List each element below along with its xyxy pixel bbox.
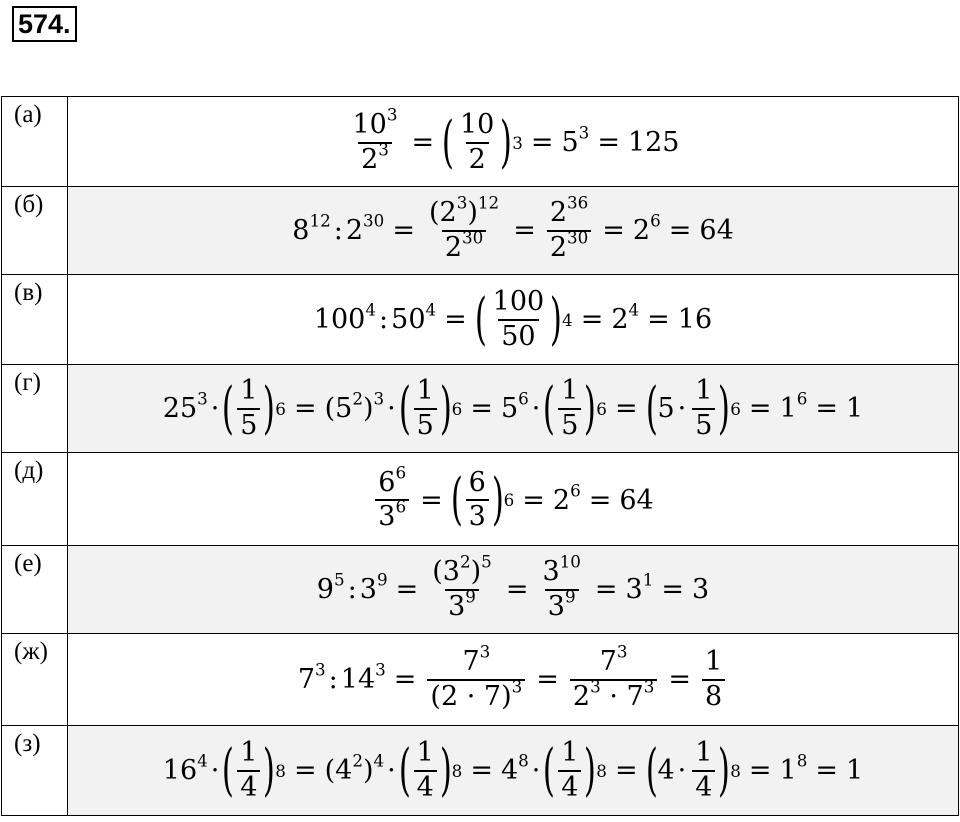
row-d <box>2 365 959 453</box>
equation-b: $8^{12}$ : $2^{30}$ = $\frac{(2^3)^{12}}{2^{30}}$ = $\frac{2^{36}}{2^{30}}$ = $2^6$ = 64 <box>68 187 959 275</box>
row-h <box>2 726 959 816</box>
equation-h: $16^4$ · ( $\frac{1}{4}$ ) 8 = $(4^2)^4$ · ( $\frac{1}{4}$ ) 8 = $4^8$ · ( $\frac{1}{4}$ ) 8 = ( 4 · $\frac{1}{4}$ ) 8 = $1^8$ = 1 <box>68 726 959 816</box>
row-label: (в) <box>2 275 68 365</box>
row-f <box>2 546 959 634</box>
row-label: (е) <box>2 546 68 634</box>
equation-f: $9^5$ : $3^9$ = $\frac{(3^2)^5}{3^9}$ = $\frac{3^{10}}{3^9}$ = $3^1$ = 3 <box>68 546 959 634</box>
row-label: (д) <box>2 453 68 546</box>
equation-e: $\frac{6^6}{3^6}$ = ( $\frac{6}{3}$ ) 6 = $2^6$ = 64 <box>68 453 959 546</box>
equation-c: $100^4$ : $50^4$ = ( $\frac{100}{50}$ ) 4 = $2^4$ = 16 <box>68 275 959 365</box>
equation-d: $25^3$ · ( $\frac{1}{5}$ ) 6 = $(5^2)^3$ · ( $\frac{1}{5}$ ) 6 = $5^6$ · ( $\frac{1}{5}$ ) 6 = ( 5 · $\frac{1}{5}$ ) 6 = $1^6$ = 1 <box>68 365 959 453</box>
row-label: (б) <box>2 187 68 275</box>
row-label: (а) <box>2 97 68 187</box>
equation-a: $\frac{10^3}{2^3}$ = ( $\frac{10}{2}$ ) 3 = $5^3$ = 125 <box>68 97 959 187</box>
row-label: (ж) <box>2 634 68 726</box>
solution-table <box>1 96 959 816</box>
row-c <box>2 275 959 365</box>
row-label: (г) <box>2 365 68 453</box>
row-b <box>2 187 959 275</box>
equation-g: $7^3$ : $14^3$ = $\frac{7^3}{(2 \cdot 7)^3}$ = $\frac{7^3}{2^3 \cdot 7^3}$ = $\frac{1}{8}$ <box>68 634 959 726</box>
row-g <box>2 634 959 726</box>
row-e <box>2 453 959 546</box>
row-a <box>2 97 959 187</box>
problem-number: 574. <box>12 6 77 42</box>
row-label: (з) <box>2 726 68 816</box>
